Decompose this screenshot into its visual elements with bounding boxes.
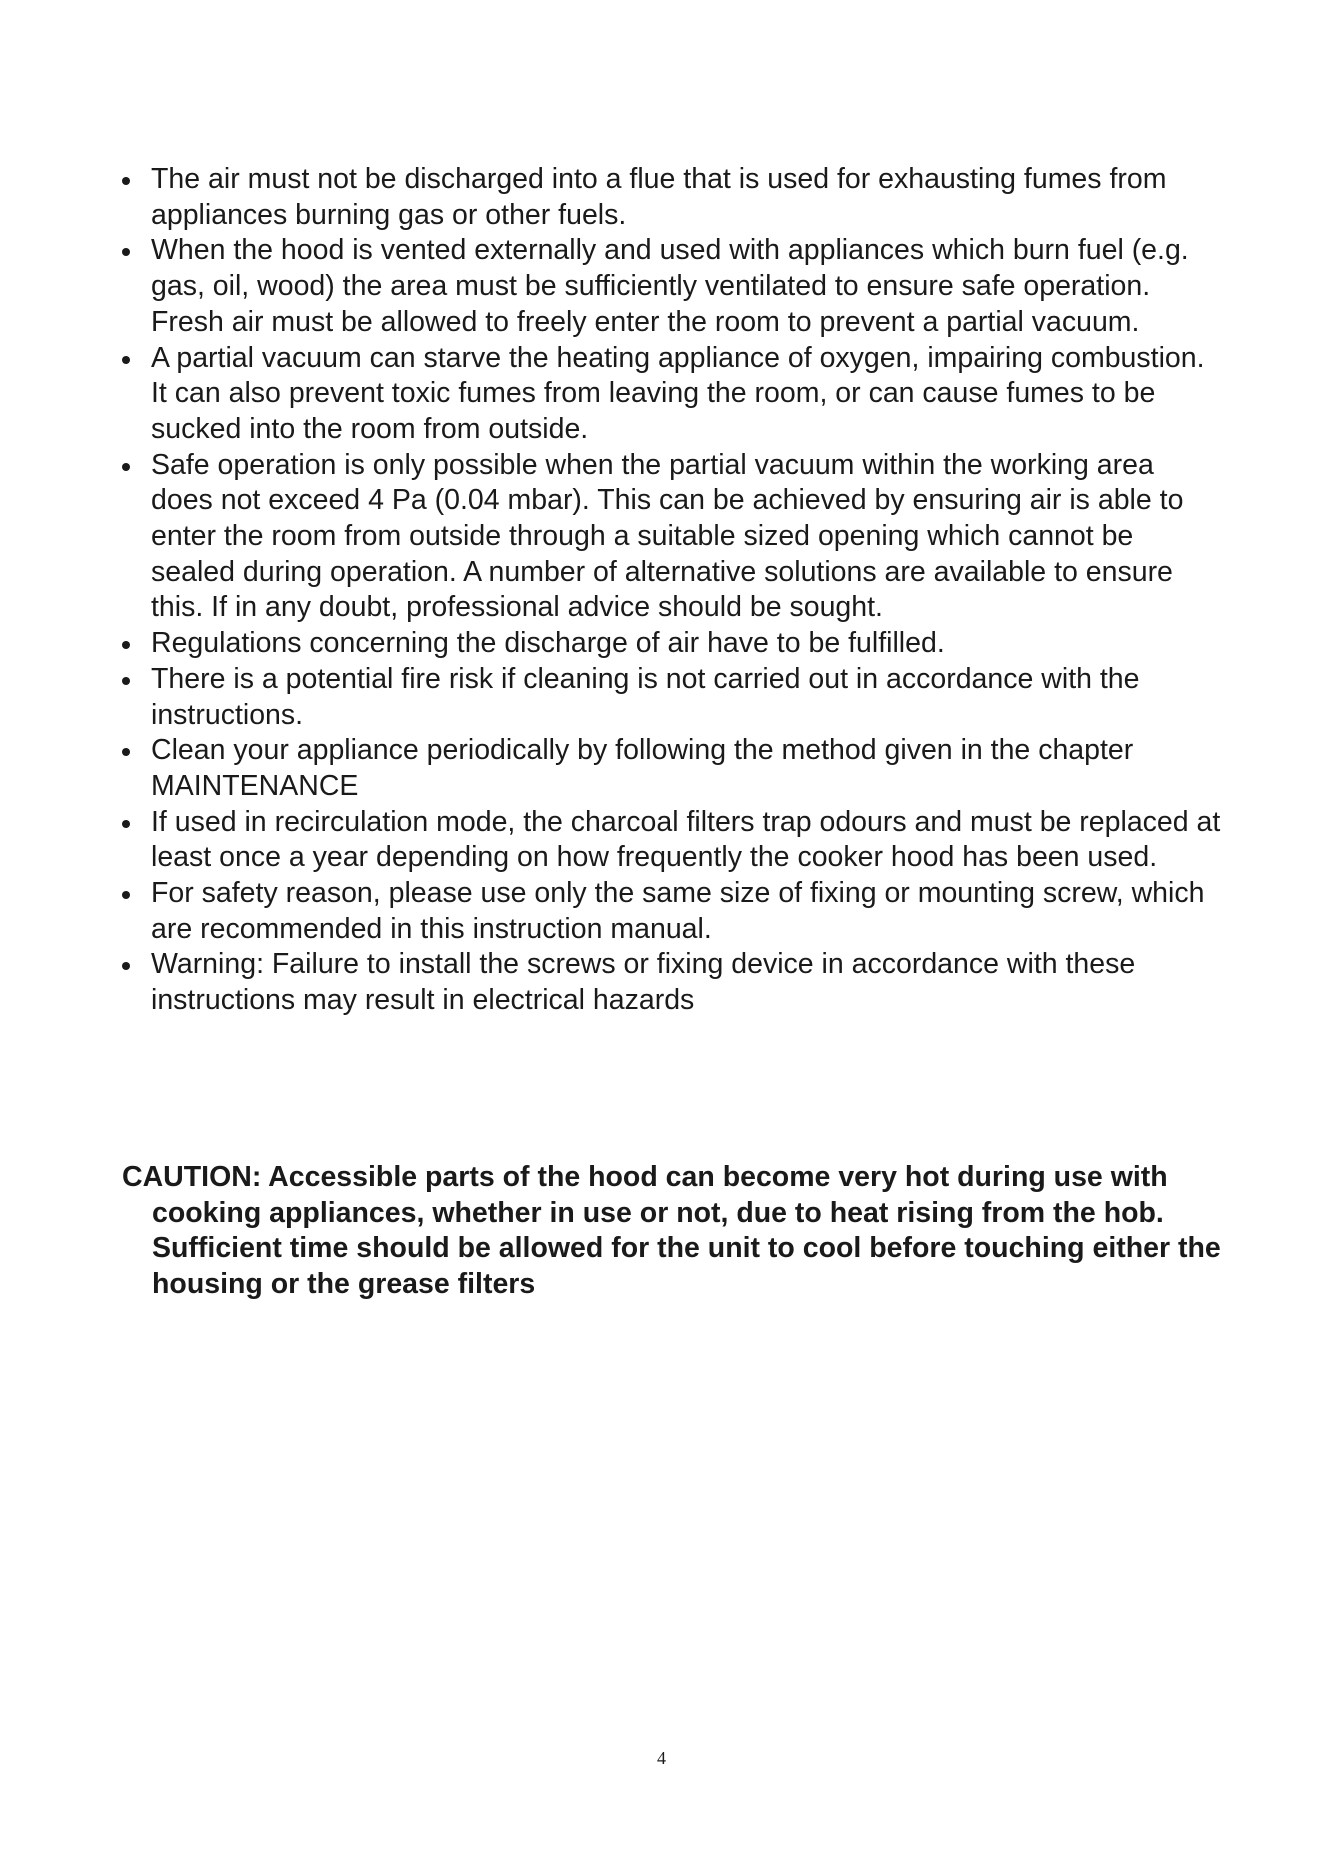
caution-paragraph: CAUTION: Accessible parts of the hood can become very hot during use with cooking appliances, whether in use or not, due to heat rising from the hob. Sufficient time should be allowed for the unit to cool before touching either the housing or the grease filters: [122, 1161, 1221, 1301]
bullet-text: Warning: Failure to install the screws or fixing device in accordance with these instructions may result in electrical hazards: [151, 948, 1136, 1017]
bullet-icon: [122, 677, 130, 685]
bullet-text: There is a potential fire risk if cleaning is not carried out in accordance with the instructions.: [151, 662, 1140, 731]
bullet-icon: [122, 962, 130, 970]
list-item: [122, 947, 1222, 1018]
bullet-text: For safety reason, please use only the same size of fixing or mounting screw, which are recommended in this instruction manual.: [151, 877, 1205, 945]
page-number: 4: [657, 1748, 666, 1768]
list-item: [122, 233, 1222, 340]
bullet-icon: [122, 356, 130, 364]
list-item: [122, 662, 1222, 733]
bullet-icon: [122, 177, 130, 185]
list-item: [122, 626, 1222, 662]
list-item: [122, 448, 1222, 627]
list-item: [122, 876, 1222, 947]
bullet-text: Regulations concerning the discharge of air have to be fulfilled.: [151, 627, 945, 660]
bullet-text: When the hood is vented externally and used with appliances which burn fuel (e.g. gas, oil, wood) the area must be sufficiently ventilated to ensure safe operation. Fresh air must be allowed to freely enter the room to prevent a partial vacuum.: [151, 234, 1189, 338]
bullet-icon: [122, 248, 130, 256]
bullet-text: A partial vacuum can starve the heating appliance of oxygen, impairing combustion. It can also prevent toxic fumes from leaving the room, or can cause fumes to be sucked into the room from outside.: [151, 341, 1205, 445]
bullet-text: The air must not be discharged into a flue that is used for exhausting fumes from appliances burning gas or other fuels.: [151, 163, 1167, 231]
list-item: [122, 733, 1222, 804]
list-item: [122, 162, 1222, 233]
bullet-text: Clean your appliance periodically by following the method given in the chapter MAINTENANCE: [151, 734, 1134, 802]
list-item: [122, 805, 1222, 876]
bullet-icon: [122, 641, 130, 649]
bullet-icon: [122, 748, 130, 756]
bullet-text: Safe operation is only possible when the partial vacuum within the working area does not exceed 4 Pa (0.04 mbar). This can be achieved by ensuring air is able to enter the room from outside through a suitable sized opening which cannot be sealed during operation. A number of alternative solutions are available to ensure this. If in any doubt, professional advice should be sought.: [151, 448, 1184, 624]
safety-bullet-list: [122, 162, 1222, 1019]
bullet-icon: [122, 463, 130, 471]
bullet-icon: [122, 820, 130, 828]
bullet-icon: [122, 891, 130, 899]
list-item: [122, 341, 1222, 448]
bullet-text: If used in recirculation mode, the charcoal filters trap odours and must be replaced at least once a year depending on how frequently the cooker hood has been used.: [151, 805, 1221, 874]
